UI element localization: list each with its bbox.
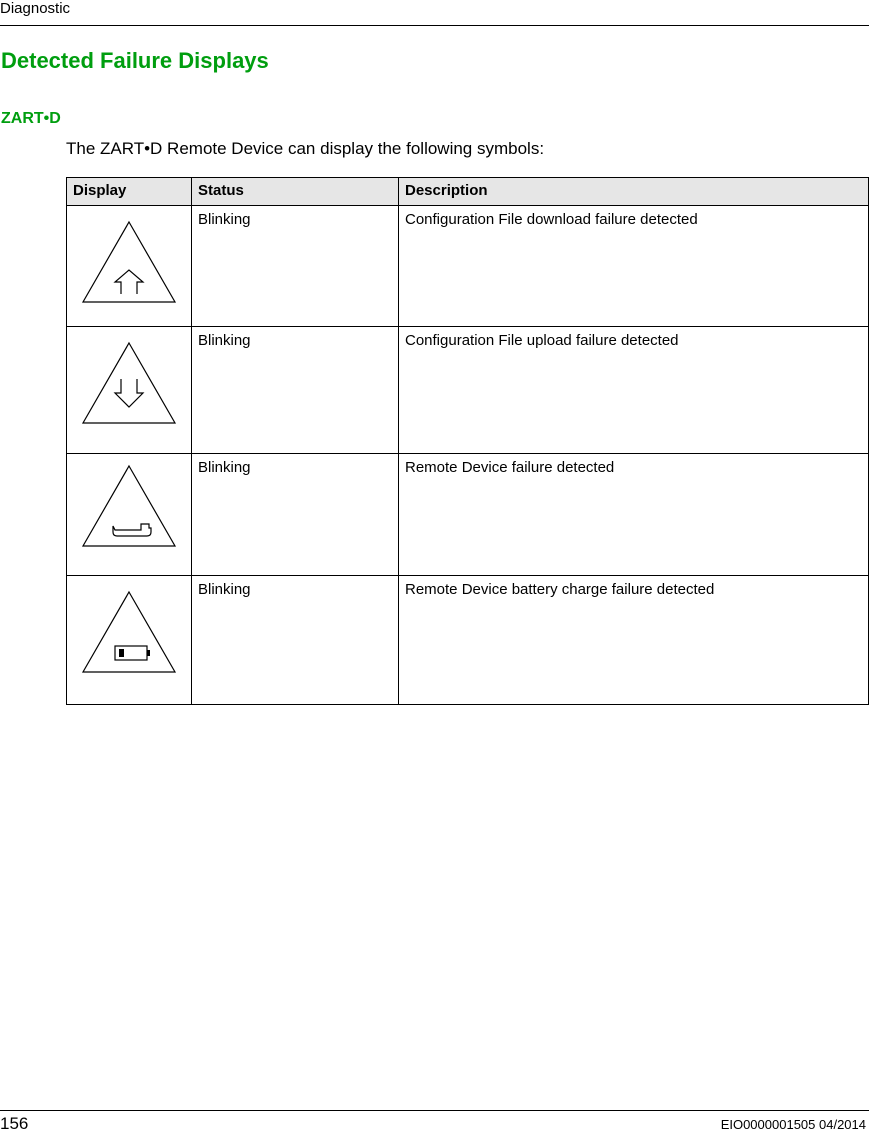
table-row	[67, 327, 869, 454]
column-header-description: Description	[399, 178, 869, 206]
document-reference: EIO0000001505 04/2014	[720, 1117, 866, 1132]
triangle-device-icon	[79, 464, 179, 550]
display-cell	[67, 454, 192, 576]
display-cell	[67, 327, 192, 454]
page-title: Detected Failure Displays	[1, 48, 269, 73]
status-cell: Blinking	[192, 327, 399, 454]
triangle-up-arrow-icon	[79, 220, 179, 306]
display-cell	[67, 576, 192, 705]
column-header-display: Display	[67, 178, 192, 206]
section-subtitle: ZART•D	[1, 110, 61, 127]
triangle-down-arrow-icon	[79, 341, 179, 427]
description-cell: Remote Device failure detected	[399, 454, 869, 576]
display-cell	[67, 206, 192, 327]
status-cell: Blinking	[192, 576, 399, 705]
table-row	[67, 576, 869, 705]
description-cell: Remote Device battery charge failure detected	[399, 576, 869, 705]
description-cell: Configuration File download failure detected	[399, 206, 869, 327]
table-row	[67, 454, 869, 576]
column-header-status: Status	[192, 178, 399, 206]
triangle-battery-icon	[79, 590, 179, 676]
table-header-row	[67, 178, 869, 206]
description-cell: Configuration File upload failure detected	[399, 327, 869, 454]
header-rule	[0, 25, 869, 26]
footer-rule	[0, 1110, 869, 1111]
table-row	[67, 206, 869, 327]
status-cell: Blinking	[192, 454, 399, 576]
symbols-table	[66, 177, 869, 705]
page-number: 156	[0, 1114, 29, 1133]
intro-paragraph: The ZART•D Remote Device can display the following symbols:	[66, 139, 545, 158]
status-cell: Blinking	[192, 206, 399, 327]
running-header: Diagnostic	[0, 0, 71, 17]
